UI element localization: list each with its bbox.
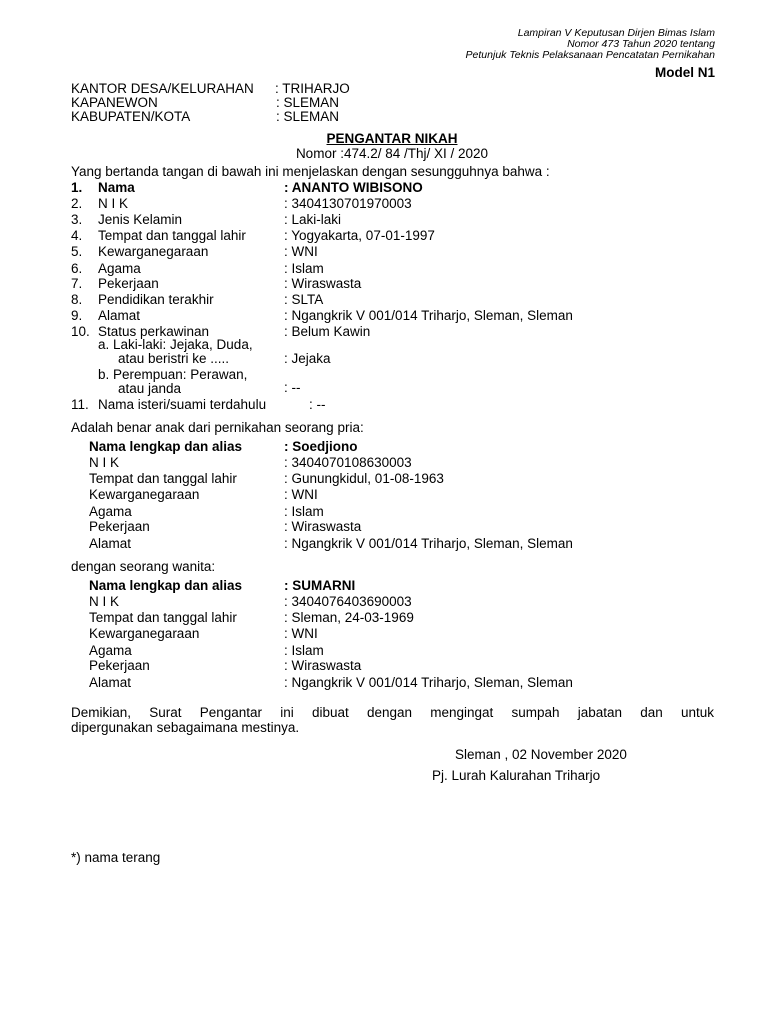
item-value-kewarganegaraan: : WNI — [284, 244, 318, 259]
item-label-kewarganegaraan: Kewarganegaraan — [98, 244, 209, 259]
father-value-kewarganegaraan: : WNI — [284, 487, 318, 502]
mother-value-alamat: : Ngangkrik V 001/014 Triharjo, Sleman, Sleman — [284, 675, 573, 690]
office-kabupaten-label: KABUPATEN/KOTA — [71, 109, 191, 124]
mother-label-nama: Nama lengkap dan alias — [89, 578, 243, 593]
item-number: 1. — [71, 180, 83, 195]
mother-value-kewarganegaraan: : WNI — [284, 626, 318, 641]
place-date: Sleman , 02 November 2020 — [455, 747, 627, 762]
mother-value-agama: : Islam — [284, 643, 324, 658]
mother-value-pekerjaan: : Wiraswasta — [284, 658, 362, 673]
item-number: 10. — [71, 324, 90, 339]
office-kapanewon-value: : SLEMAN — [276, 95, 340, 110]
father-value-nama: : Soedjiono — [284, 439, 358, 454]
office-desa-label: KANTOR DESA/KELURAHAN — [71, 81, 254, 96]
item-label-status: Status perkawinan — [98, 324, 210, 339]
father-value-ttl: : Gunungkidul, 01-08-1963 — [284, 471, 444, 486]
item-number: 6. — [71, 261, 83, 276]
father-label-nik: N I K — [89, 455, 120, 470]
mother-intro: dengan seorang wanita: — [71, 559, 216, 574]
father-value-nik: : 3404070108630003 — [284, 455, 412, 470]
mother-value-nama: : SUMARNI — [284, 578, 356, 593]
father-label-alamat: Alamat — [89, 536, 132, 551]
status-sub-b-value: : -- — [284, 380, 301, 395]
item-value-alamat: : Ngangkrik V 001/014 Triharjo, Sleman, Sleman — [284, 308, 573, 323]
closing-line-2: dipergunakan sebagaimana mestinya. — [71, 720, 300, 735]
status-sub-b-line1: b. Perempuan: Perawan, — [98, 367, 248, 382]
item-label-alamat: Alamat — [98, 308, 141, 323]
item-number: 9. — [71, 308, 83, 323]
mother-label-agama: Agama — [89, 643, 132, 658]
item-value-status: : Belum Kawin — [284, 324, 371, 339]
office-kapanewon-label: KAPANEWON — [71, 95, 158, 110]
item-value-nama-terdahulu: : -- — [309, 397, 326, 412]
mother-label-pekerjaan: Pekerjaan — [89, 658, 150, 673]
item-number: 2. — [71, 196, 83, 211]
item-number: 11. — [71, 397, 89, 412]
item-label-jenis-kelamin: Jenis Kelamin — [98, 212, 183, 227]
item-label-nama-terdahulu: Nama isteri/suami terdahulu — [98, 397, 267, 412]
model-label: Model N1 — [654, 65, 715, 80]
item-label-pendidikan: Pendidikan terakhir — [98, 292, 214, 307]
mother-label-nik: N I K — [89, 594, 120, 609]
father-value-pekerjaan: : Wiraswasta — [284, 519, 362, 534]
item-number: 7. — [71, 276, 83, 291]
item-value-jenis-kelamin: : Laki-laki — [284, 212, 342, 227]
item-label-agama: Agama — [98, 261, 141, 276]
item-label-nama: Nama — [98, 180, 135, 195]
status-sub-a-value: : Jejaka — [284, 351, 331, 366]
father-value-agama: : Islam — [284, 504, 324, 519]
item-value-nik: : 3404130701970003 — [284, 196, 412, 211]
closing-line-1: Demikian, Surat Pengantar ini dibuat dengan mengingat sumpah jabatan dan untuk — [71, 705, 714, 720]
item-label-pekerjaan: Pekerjaan — [98, 276, 159, 291]
father-label-kewarganegaraan: Kewarganegaraan — [89, 487, 200, 502]
mother-label-alamat: Alamat — [89, 675, 132, 690]
intro-text: Yang bertanda tangan di bawah ini menjelaskan dengan sesungguhnya bahwa : — [71, 164, 550, 179]
lampiran-line-3: Petunjuk Teknis Pelaksanaan Pencatatan Pernikahan — [465, 49, 715, 61]
item-value-pendidikan: : SLTA — [284, 292, 324, 307]
mother-value-nik: : 3404076403690003 — [284, 594, 412, 609]
father-label-pekerjaan: Pekerjaan — [89, 519, 150, 534]
item-value-nama: : ANANTO WIBISONO — [284, 180, 423, 195]
status-sub-a-line2: atau beristri ke ..... — [118, 351, 230, 366]
father-label-ttl: Tempat dan tanggal lahir — [89, 471, 237, 486]
item-number: 5. — [71, 244, 83, 259]
footnote: *) nama terang — [71, 850, 161, 865]
mother-label-ttl: Tempat dan tanggal lahir — [89, 610, 237, 625]
father-label-agama: Agama — [89, 504, 132, 519]
lampiran-line-1: Lampiran V Keputusan Dirjen Bimas Islam — [517, 27, 715, 39]
item-value-agama: : Islam — [284, 261, 324, 276]
document-title: PENGANTAR NIKAH — [326, 131, 458, 146]
item-label-ttl: Tempat dan tanggal lahir — [98, 228, 246, 243]
item-number: 8. — [71, 292, 83, 307]
status-sub-b-line2: atau janda — [118, 381, 182, 396]
item-number: 3. — [71, 212, 83, 227]
father-value-alamat: : Ngangkrik V 001/014 Triharjo, Sleman, Sleman — [284, 536, 573, 551]
document-number: Nomor :474.2/ 84 /Thj/ XI / 2020 — [295, 146, 489, 161]
mother-label-kewarganegaraan: Kewarganegaraan — [89, 626, 200, 641]
status-sub-a-line1: a. Laki-laki: Jejaka, Duda, — [98, 337, 253, 352]
father-label-nama: Nama lengkap dan alias — [89, 439, 243, 454]
father-intro: Adalah benar anak dari pernikahan seorang pria: — [71, 420, 364, 435]
lampiran-line-2: Nomor 473 Tahun 2020 tentang — [567, 38, 715, 50]
item-label-nik: N I K — [98, 196, 129, 211]
item-value-ttl: : Yogyakarta, 07-01-1997 — [284, 228, 435, 243]
item-value-pekerjaan: : Wiraswasta — [284, 276, 362, 291]
item-number: 4. — [71, 228, 83, 243]
signer-title: Pj. Lurah Kalurahan Triharjo — [432, 768, 601, 783]
office-desa-value: : TRIHARJO — [275, 81, 350, 96]
office-kabupaten-value: : SLEMAN — [276, 109, 340, 124]
mother-value-ttl: : Sleman, 24-03-1969 — [284, 610, 414, 625]
